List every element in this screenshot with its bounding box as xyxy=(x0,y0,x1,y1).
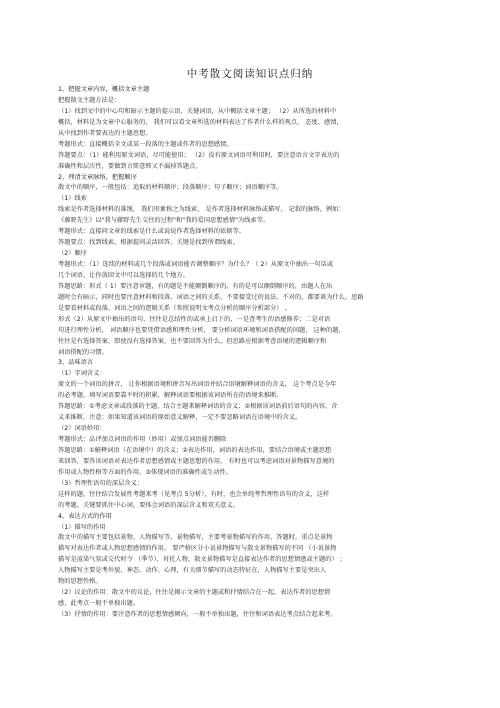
text-line: 描写是渲染气氛或交代时令 （季节），衬托人物，散文景物描写是直接表达作者的思想情感或主题的） ； xyxy=(58,556,346,564)
text-line: （2）词语妙用： xyxy=(58,425,106,433)
text-line: 考题形式：（1）连续的材料或几个段落或词语能否调整顺序？为什么？（ 2）从原文中抽出一句话或 xyxy=(58,261,334,268)
text-line: 来回答，要答该词语对表达作者思想感情或主题思想的作用， 有时也可以考虑词语对景物描写意境的 xyxy=(58,457,335,465)
section-heading: 4、表达方式的作用 xyxy=(58,512,112,520)
text-line: （1）线索 xyxy=(58,195,87,203)
document-body xyxy=(58,85,446,621)
text-line: 答题思路：①解释词语（在语境中）的含义；②表达作用，词语的表达作用，要结合语境或主题思想 xyxy=(58,446,332,454)
text-line: （3）抒情的作用：要注意作者的思想情感倾向，一般不单独出题，往往和词语表达考点结合起来考。 xyxy=(58,611,337,618)
text-line: 的必考题，填写词语要靠平时的积累，解释词语要根据该词语所在的语境来推断。 xyxy=(58,392,283,400)
text-line: 这样的题，往往结合发展性考题来考（见考点 5分析），有时，也会单纯考哲理性语句的含义，这样 xyxy=(58,490,330,498)
text-line: 的考题，关键要抓住中心词，要体会词语的深层含义和双关意义。 xyxy=(58,501,239,509)
section-heading: 3、品味语言 xyxy=(58,359,94,367)
text-line: 描写对表达作者或人物思想感情的作用， 要严格区分小说景物描写与散文景物描写的不同 （小说景物 xyxy=(58,545,337,553)
text-line: 物的思想性格。 xyxy=(58,578,102,586)
text-line: 句进行理性分析， 词语顺序也要凭借语感和理性分析， 要分析词语环境和词语搭配的问题， 这种的题， xyxy=(58,326,345,334)
text-line: 答题思路：①考虑文章或段落的主题，结合主题来解释词语的含义；②根据该词语前后语句的内容、含 xyxy=(58,403,338,411)
text-line: 散文中的顺序，一般包括：追取的材料顺序；段落顺序；句子顺序；词语顺序等。 xyxy=(58,184,283,192)
text-line: （1）描写的作用 xyxy=(58,523,106,531)
text-line: 散文中的描写主要包括景物、人物描写等，景物描写，主要考景物描写的作用，答题时，重点是景物 xyxy=(58,534,333,542)
text-line: （2）议论的作用：散文中的议论，往往是揭示文章的主题或和抒情结合在一起，表达作者的思想情 xyxy=(58,589,331,597)
text-line: 考题形式：品评加点词语的作用（妙用）或加点词语能否删除 xyxy=(58,436,227,443)
text-line: （1）找到文中的中心句和暗示主题的提示语、关键词语，从中概括文章主题； （2）从所选的材料中 xyxy=(58,107,337,115)
text-line: 答题思路：形式（ 1）要注意审题，有的题是不能颠倒顺序的，有的是可以颠倒顺序的，由题人在出 xyxy=(58,282,333,290)
text-line: 是要看材料或段落、词语之间的逻辑关系（参照说明文考点分析的顺序分析部分） 。 xyxy=(58,304,291,312)
text-line: 线索是作者选择材料的准绳， 我们形象称之为线索， 是作者选择材料脉络或描写、 记叙的脉络，例如： xyxy=(58,206,345,214)
text-line: 人物描写主要是考外貌、神态、动作、心理，有关细节描写的动态特征在，人物描写主要是突出人 xyxy=(58,567,327,575)
text-line: 考题形式：直接概括全文或某一段落的主题或作者的思想感情。 xyxy=(58,140,233,148)
text-line: 概括，材料是为文章中心服务的， 我们可以看文章所选的材料表达了作者什么样的观点、 态度、感情， xyxy=(58,118,343,126)
text-line: 义来推断，注意：如果知道该词语的原始意义解释，一定不要忽略词语在语境中的含义。 xyxy=(58,414,302,422)
text-line: 几个词语，让你放回文中可以选择的几个地方。 xyxy=(58,271,189,279)
text-line: 往往是有选择答案，即使没有选择答案，也不要回答为什么，但思路应根据考查语境的逻辑顺序和 xyxy=(58,337,327,345)
text-line: 作用或人物性格等方面的作用。③体现词语的准确性或生动性。 xyxy=(58,468,233,476)
text-line: 形式（2）从原文中抽出的语句，往往是总结性的或承上启下的，一是查考生的语感修养；二是对语 xyxy=(58,315,331,323)
section-heading: 2、理清文章脉络，把握顺序 xyxy=(58,173,137,181)
text-line: 答题要点：找到线索，根据提问灵活回答。关键是找到所谓线索。 xyxy=(58,239,239,247)
text-line: （2）顺序 xyxy=(58,250,87,258)
text-line: 《藤野先生》以"我与藤野先生交往的过程"和"我的爱国思想感情"为线索等。 xyxy=(58,217,270,225)
text-line: 从中找到作者要表达的主题思想。 xyxy=(58,129,152,137)
text-line: 词语搭配的习惯。 xyxy=(58,348,108,356)
text-line: 答题要点：（1）能利用原文词语，尽可能使用； （2）没有原文词语可利用时，要注意语言文字表达的 xyxy=(58,151,340,159)
text-line: 原文的一个词语的拼音， 让你根据语境和拼音写出词语并结合语境解释词语的含义， 这个考点是今年 xyxy=(58,381,337,389)
text-line: 感，此考点一般不单独出题。 xyxy=(58,600,140,608)
document-title: 中考散文阅读知识点归纳 xyxy=(186,68,314,80)
text-line: （1）字词含义： xyxy=(58,370,106,378)
text-line: 把握散文主题方法是： xyxy=(58,96,121,104)
text-line: 题时会有暗示，同时也要注意材料和段落、词语之间的关系，不要接受过的说法。不对的，都要谈为什么，思路 xyxy=(58,293,364,301)
section-heading: 1、把握文章内容，概括文章主题 xyxy=(58,86,150,93)
text-line: 准确性和层次性，要做到言简意赅又不漏掉答题点。 xyxy=(58,162,202,170)
text-line: 考题形式：直接问文章的线索是什么或说说作者选择材料的依据等。 xyxy=(58,228,246,236)
text-line: （3）哲理性语句的深层含义： xyxy=(58,479,144,487)
